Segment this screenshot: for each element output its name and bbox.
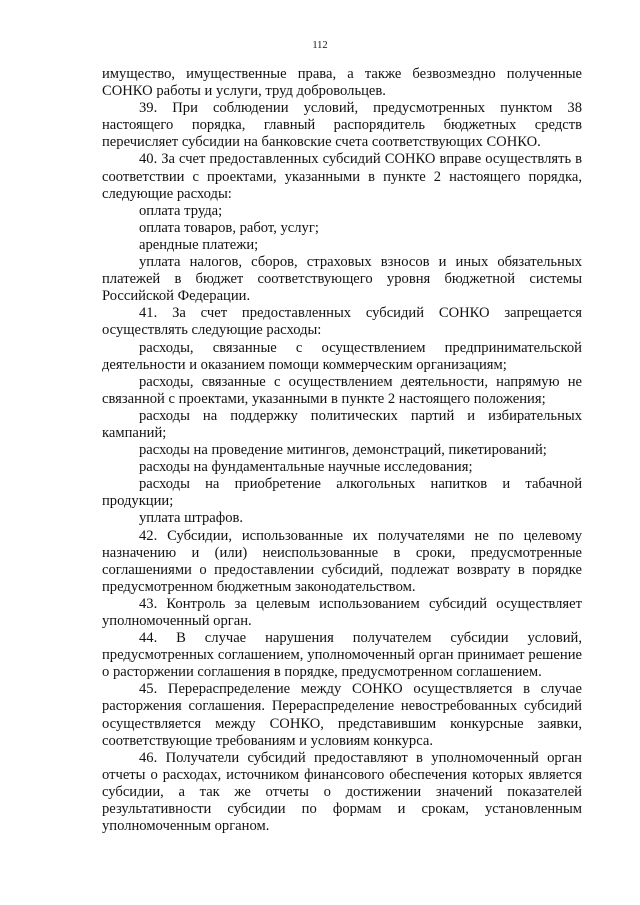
list-item: оплата товаров, работ, услуг; [139, 219, 319, 236]
list-item: расходы на приобретение алкогольных напитков и табачной продукции; [102, 476, 582, 510]
paragraph-continuation: имущество, имущественные права, а также безвозмездно полученные СОНКО работы и услуги, труд добровольцев. [102, 66, 582, 100]
page-number: 112 [312, 40, 328, 51]
list-item: расходы на фундаментальные научные исследования; [139, 459, 473, 476]
list-item: арендные платежи; [139, 236, 259, 253]
paragraph-41: 41. За счет предоставленных субсидий СОНКО запрещается осуществлять следующие расходы: [102, 305, 582, 339]
paragraph-44: 44. В случае нарушения получателем субсидии условий, предусмотренных соглашением, уполномоченный орган принимает решение о расторжении соглашения в порядке, предусмотренном соглашением. [102, 630, 582, 681]
list-item: уплата штрафов. [139, 510, 244, 527]
list-item: уплата налогов, сборов, страховых взносов и иных обязательных платежей в бюджет соответствующего уровня бюджетной системы Российской Федерации. [102, 254, 582, 305]
list-item: расходы на поддержку политических партий и избирательных кампаний; [102, 407, 582, 441]
list-item: оплата труда; [139, 202, 223, 219]
paragraph-39: 39. При соблюдении условий, предусмотренных пунктом 38 настоящего порядка, главный распорядитель бюджетных средств перечисляет субсидии на банковские счета соответствующих СОНКО. [102, 100, 582, 151]
paragraph-46: 46. Получатели субсидий предоставляют в уполномоченный орган отчеты о расходах, источником финансового обеспечения которых является субсидии, а так же отчеты о достижении значений показателей результативности субсидии по формам и срокам, установленным уполномоченным органом. [102, 749, 582, 835]
paragraph-42: 42. Субсидии, использованные их получателями не по целевому назначению и (или) неиспользованные в сроки, предусмотренные соглашениями о предоставлении субсидий, подлежат возврату в порядке предусмотренном бюджетным законодательством. [102, 527, 582, 595]
list-item: расходы, связанные с осуществлением предпринимательской деятельности и оказанием помощи коммерческим организациям; [102, 339, 582, 373]
paragraph-40: 40. За счет предоставленных субсидий СОНКО вправе осуществлять в соответствии с проектами, указанными в пункте 2 настоящего порядка, следующие расходы: [102, 151, 582, 202]
paragraph-43: 43. Контроль за целевым использованием субсидий осуществляет уполномоченный орган. [102, 595, 582, 629]
paragraph-45: 45. Перераспределение между СОНКО осуществляется в случае расторжения соглашения. Перераспределение невостребованных субсидий осуществляется между СОНКО, представившим конкурсные заявки, соответствующие требованиям и условиям конкурса. [102, 681, 582, 749]
list-item: расходы, связанные с осуществлением деятельности, напрямую не связанной с проектами, указанными в пункте 2 настоящего положения; [102, 373, 582, 407]
list-item: расходы на проведение митингов, демонстраций, пикетирований; [139, 442, 547, 459]
document-body [102, 66, 582, 835]
